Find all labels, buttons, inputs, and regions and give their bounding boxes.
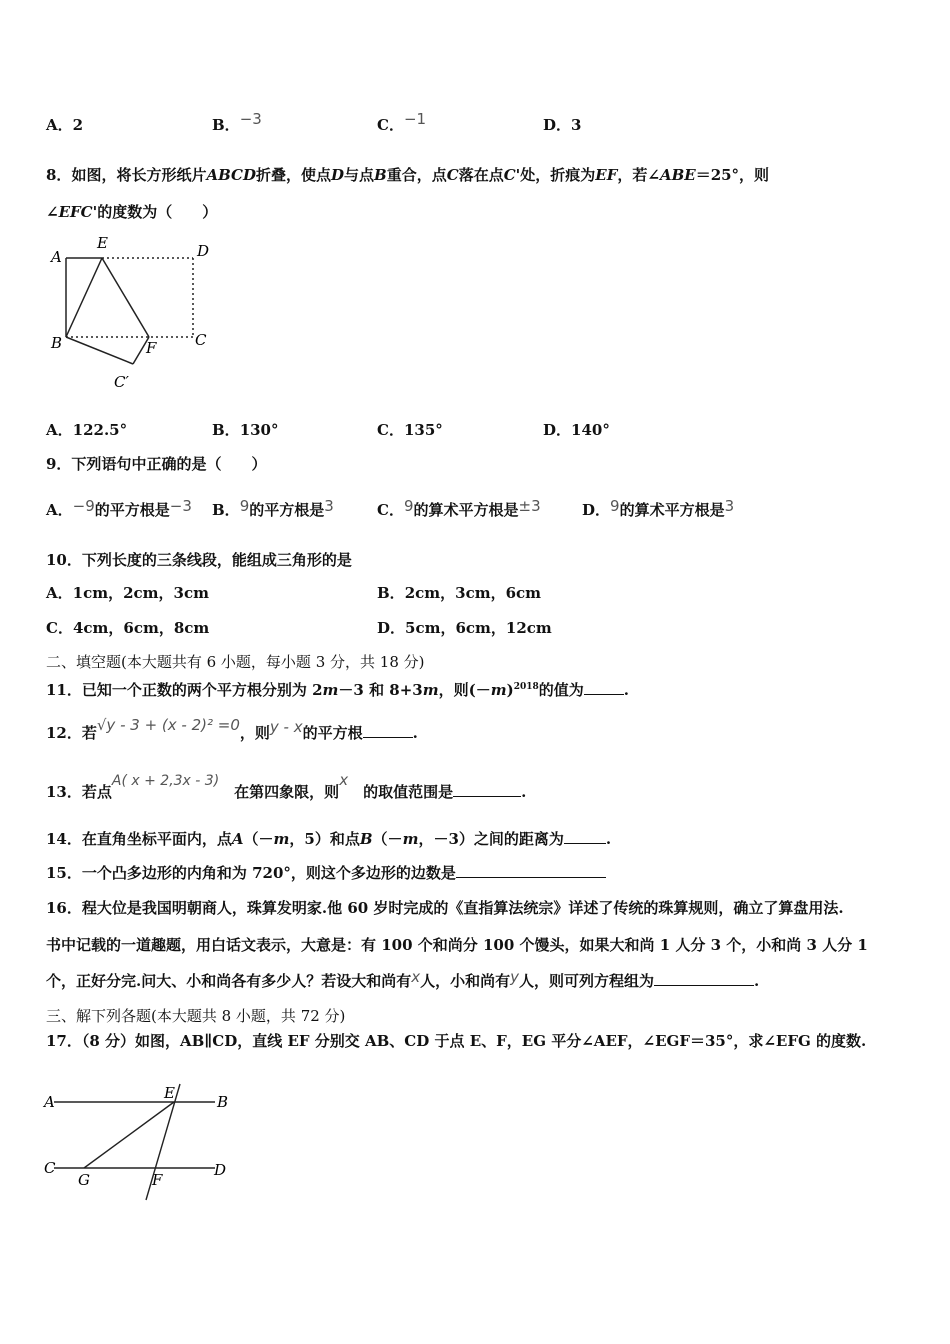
q16-line1: 16．程大位是我国明朝商人，珠算发明家.他 60 岁时完成的《直指算法统宗》详述了传统的珠算规则，确立了算盘用法.	[46, 899, 844, 917]
q14-answer-blank[interactable]	[564, 829, 606, 844]
label-e: E	[164, 1084, 175, 1102]
q11: 11．已知一个正数的两个平方根分别为 2m－3 和 8+3m，则$(-m)^{2018}$的值为 .	[46, 681, 630, 699]
q9-option-d: D．9的算术平方根是3	[582, 497, 735, 519]
q10-option-a: A．1cm，2cm，3cm	[46, 584, 209, 602]
label-c: C	[195, 331, 207, 349]
q7-option-b: B．−3	[212, 110, 262, 134]
q8-option-b: B．130°	[212, 421, 279, 439]
q12: 12．若√y - 3 + (x - 2)² =0，则y - x的平方根 .	[46, 716, 418, 742]
label-b: B	[51, 334, 63, 352]
q16-line2: 书中记载的一道趣题，用白话文表示，大意是：有 100 个和尚分 100 个馒头，如果大和尚 1 人分 3 个，小和尚 3 人分 1	[46, 936, 868, 954]
q7-option-a: A．2	[46, 116, 84, 134]
q8-option-d: D．140°	[543, 421, 610, 439]
q8-stem-line2: ∠EFC'的度数为（ ）	[46, 203, 218, 221]
label-a: A	[51, 248, 62, 266]
q7-option-c: C．−1	[377, 110, 427, 134]
q16-line3: 个，正好分完.问大、小和尚各有多少人？若设大和尚有x人，小和尚有y人，则可列方程组为 .	[46, 968, 760, 990]
q15-answer-blank[interactable]	[456, 863, 606, 878]
q10-option-c: C．4cm，6cm，8cm	[46, 619, 210, 637]
q8-option-a: A．122.5°	[46, 421, 128, 439]
label-f: F	[146, 339, 157, 357]
q8-option-c: C．135°	[377, 421, 443, 439]
q9-option-c: C．9的算术平方根是±3	[377, 497, 541, 519]
segment-bcp	[66, 337, 133, 364]
label-b: B	[217, 1093, 229, 1111]
q17-stem: 17．（8 分）如图，AB∥CD，直线 EF 分别交 AB、CD 于点 E、F，EG 平分∠AEF，∠EGF＝35°，求∠EFG 的度数.	[46, 1032, 867, 1050]
q10-stem: 10．下列长度的三条线段，能组成三角形的是	[46, 551, 352, 569]
q9-stem: 9．下列语句中正确的是（ ）	[46, 455, 267, 473]
label-d: D	[214, 1161, 227, 1179]
segment-ef	[102, 258, 149, 337]
q10-option-d: D．5cm，6cm，12cm	[377, 619, 552, 637]
q12-answer-blank[interactable]	[363, 723, 413, 738]
label-f: F	[152, 1171, 163, 1189]
q11-answer-blank[interactable]	[584, 680, 624, 695]
label-a: A	[44, 1093, 55, 1111]
label-d: D	[197, 242, 210, 260]
label-g: G	[78, 1171, 90, 1189]
section-2-heading: 二、填空题(本大题共有 6 小题，每小题 3 分，共 18 分)	[46, 653, 425, 671]
q10-option-b: B．2cm，3cm，6cm	[377, 584, 542, 602]
section-3-heading: 三、解下列各题(本大题共 8 小题，共 72 分)	[46, 1007, 346, 1025]
q8-figure	[40, 232, 230, 397]
q9-option-b: B．9的平方根是3	[212, 497, 334, 519]
label-c: C	[44, 1159, 56, 1177]
q14: 14．在直角坐标平面内，点A（－m，5）和点B（－m，－3）之间的距离为 .	[46, 830, 612, 848]
q13: 13．若点A( x + 2,3x - 3) 在第四象限，则x 的取值范围是 .	[46, 771, 527, 801]
q8-stem: 8．如图，将长方形纸片ABCD折叠，使点D与点B重合，点C落在点C'处，折痕为EF，若∠ABE＝25°，则	[46, 166, 770, 184]
q9-option-a: A．−9的平方根是−3	[46, 497, 192, 519]
segment-eg	[84, 1102, 174, 1168]
label-e: E	[97, 234, 108, 252]
q16-answer-blank[interactable]	[654, 971, 754, 986]
q7-option-d: D．3	[543, 116, 582, 134]
q17-figure	[40, 1078, 240, 1208]
label-cprime: C′	[114, 373, 129, 391]
segment-be	[66, 258, 102, 337]
q15: 15．一个凸多边形的内角和为 720°，则这个多边形的边数是	[46, 863, 606, 883]
q13-answer-blank[interactable]	[453, 782, 521, 797]
